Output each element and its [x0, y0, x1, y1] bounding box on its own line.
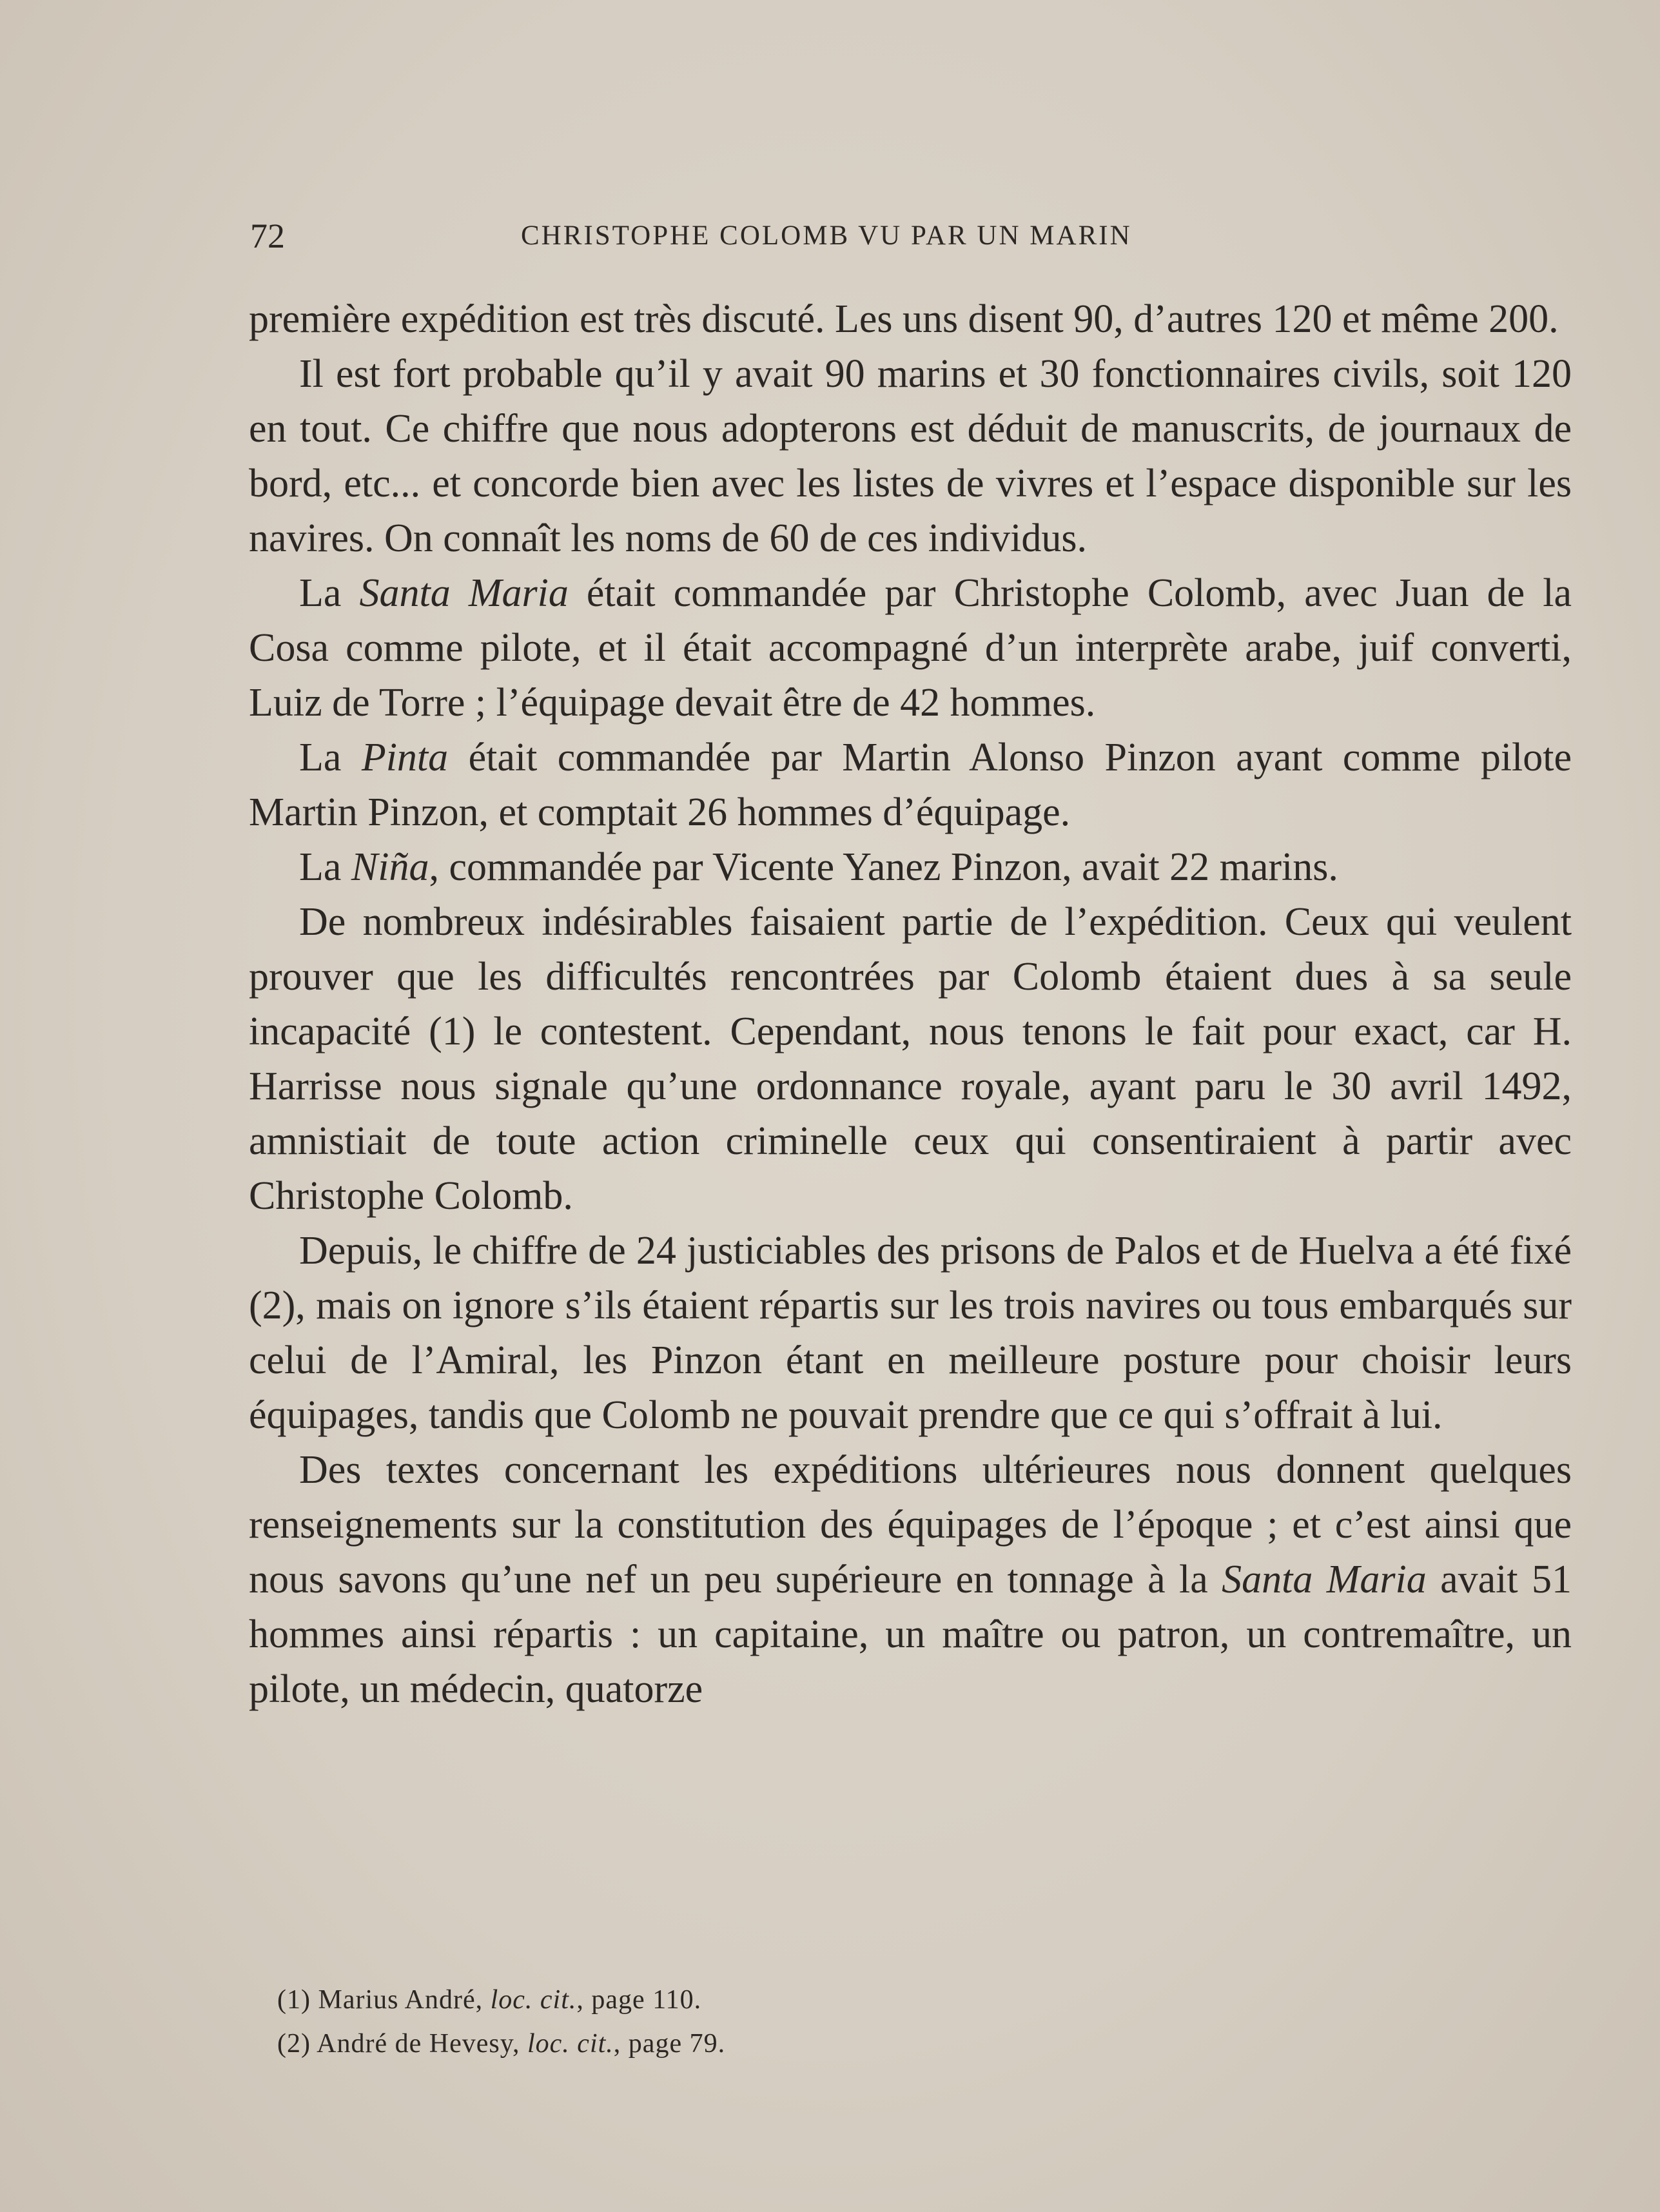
text-run: La	[299, 845, 351, 889]
paragraph	[249, 347, 1572, 566]
text-run: était commandée par Martin Alonso Pinzon ayant comme pilote Martin Pinzon, et comptait 26 hommes d’équipage.	[249, 736, 1572, 834]
ship-name-pinta: Pinta	[361, 736, 449, 779]
citation-abbrev: loc. cit.	[490, 1985, 577, 2015]
ship-name-santa-maria: Santa Maria	[359, 571, 569, 615]
body-text	[249, 292, 1572, 1717]
text-run: , page 110.	[576, 1985, 702, 2015]
text-run: Des textes concernant les expéditions ultérieures nous donnent quelques renseignements sur la constitution des équipages de l’époque ; et c’est ainsi que nous savons qu’une nef un peu supérieure en tonnage à la	[249, 1448, 1572, 1601]
text-run: De nombreux indésirables faisaient partie de l’expédition. Ceux qui veulent prouver que les difficultés rencontrées par Colomb étaient dues à sa seule incapacité (1) le contestent. Cependant, nous tenons le fait pour exact, car H. Harrisse nous signale qu’une ordonnance royale, ayant paru le 30 avril 1492, amnistiait de toute action criminelle ceux qui consentiraient à partir avec Christophe Colomb.	[249, 900, 1572, 1218]
ship-name-santa-maria: Santa Maria	[1222, 1558, 1427, 1601]
text-run: avait 51 hommes ainsi répartis : un capitaine, un maître ou patron, un contremaître, un pilote, un médecin, quatorze	[249, 1558, 1572, 1711]
footnote-1	[277, 1978, 1502, 2022]
text-run: , commandée par Vicente Yanez Pinzon, avait 22 marins.	[429, 845, 1338, 889]
text-run: (2) André de Hevesy,	[277, 2029, 527, 2059]
citation-abbrev: loc. cit.	[527, 2029, 614, 2059]
footnote-2	[277, 2022, 1502, 2066]
text-run: , page 79.	[613, 2029, 726, 2059]
paragraph	[249, 840, 1572, 895]
ship-name-nina: Niña	[351, 845, 429, 889]
page-number: 72	[250, 217, 285, 255]
text-run: était commandée par Christophe Colomb, avec Juan de la Cosa comme pilote, et il était accompagné d’un interprète arabe, juif converti, Luiz de Torre ; l’équipage devait être de 42 hommes.	[249, 571, 1572, 725]
running-title: CHRISTOPHE COLOMB VU PAR UN MARIN	[521, 220, 1132, 251]
text-run: Il est fort probable qu’il y avait 90 marins et 30 fonctionnaires civils, soit 120 en tout. Ce chiffre que nous adopterons est déduit de manuscrits, de journaux de bord, etc... et concorde bien avec les listes de vivres et l’espace disponible sur les navires. On connaît les noms de 60 de ces individus.	[249, 352, 1572, 560]
paragraph	[249, 730, 1572, 840]
text-run: première expédition est très discuté. Les uns disent 90, d’autres 120 et même 200.	[249, 297, 1559, 341]
page-header	[250, 210, 1314, 262]
footnotes	[277, 1978, 1502, 2066]
text-run: La	[299, 736, 362, 779]
text-run: Depuis, le chiffre de 24 justiciables des prisons de Palos et de Huelva a été fixé (2), mais on ignore s’ils étaient répartis sur les trois navires ou tous embarqués sur celui de l’Amiral, les Pinzon étant en meilleure posture pour choisir leurs équipages, tandis que Colomb ne pouvait prendre que ce qui s’offrait à lui.	[249, 1229, 1572, 1437]
paragraph	[249, 292, 1572, 347]
text-run: (1) Marius André,	[277, 1985, 491, 2015]
paragraph	[249, 1224, 1572, 1443]
paragraph	[249, 1443, 1572, 1717]
paragraph	[249, 566, 1572, 730]
text-run: La	[299, 571, 360, 615]
paragraph	[249, 895, 1572, 1224]
